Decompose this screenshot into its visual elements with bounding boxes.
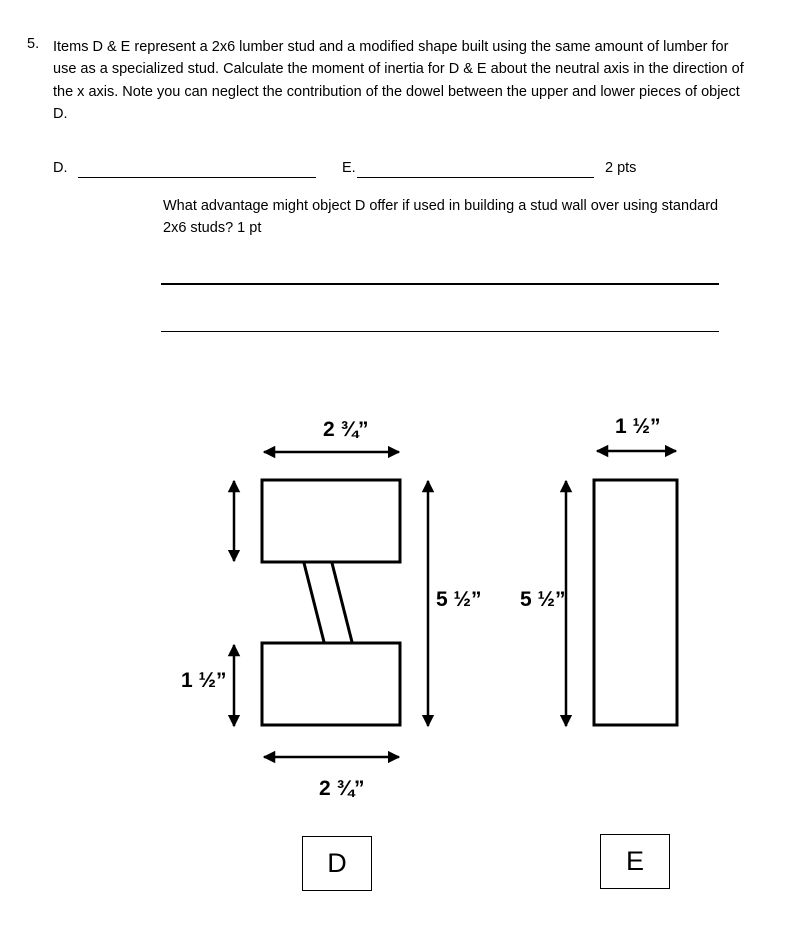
e-stud [594,480,677,725]
label-d-box: D [302,836,372,891]
question-text: Items D & E represent a 2x6 lumber stud and a modified shape built using the same amount of lumber for use as a specialized stud. Calculate the moment of inertia for D & E about the neutral axis in the direction of the x axis. Note you can neglect the contribution of the dowel between the upper and lower pieces of object D. [53,39,744,122]
points-label: 2 pts [605,160,637,176]
d-total-height-label: 5 ½” [436,588,482,611]
d-dowel [304,563,352,642]
label-e-box: E [600,834,670,889]
d-bottom-block [262,643,400,725]
question-number: 5. [27,36,40,52]
answer-d-label: D. [53,160,68,176]
e-width-label: 1 ½” [615,415,661,438]
followup-question: What advantage might object D offer if used in building a stud wall over using standard 2x6 studs? 1 pt [163,198,719,237]
d-bottom-width-label: 2 ¾” [319,777,365,800]
e-height-label: 5 ½” [520,588,566,611]
d-block-height-label: 1 ½” [181,669,227,692]
d-top-width-label: 2 ¾” [323,418,369,441]
d-top-block [262,480,400,562]
answer-e-label: E. [342,160,356,176]
